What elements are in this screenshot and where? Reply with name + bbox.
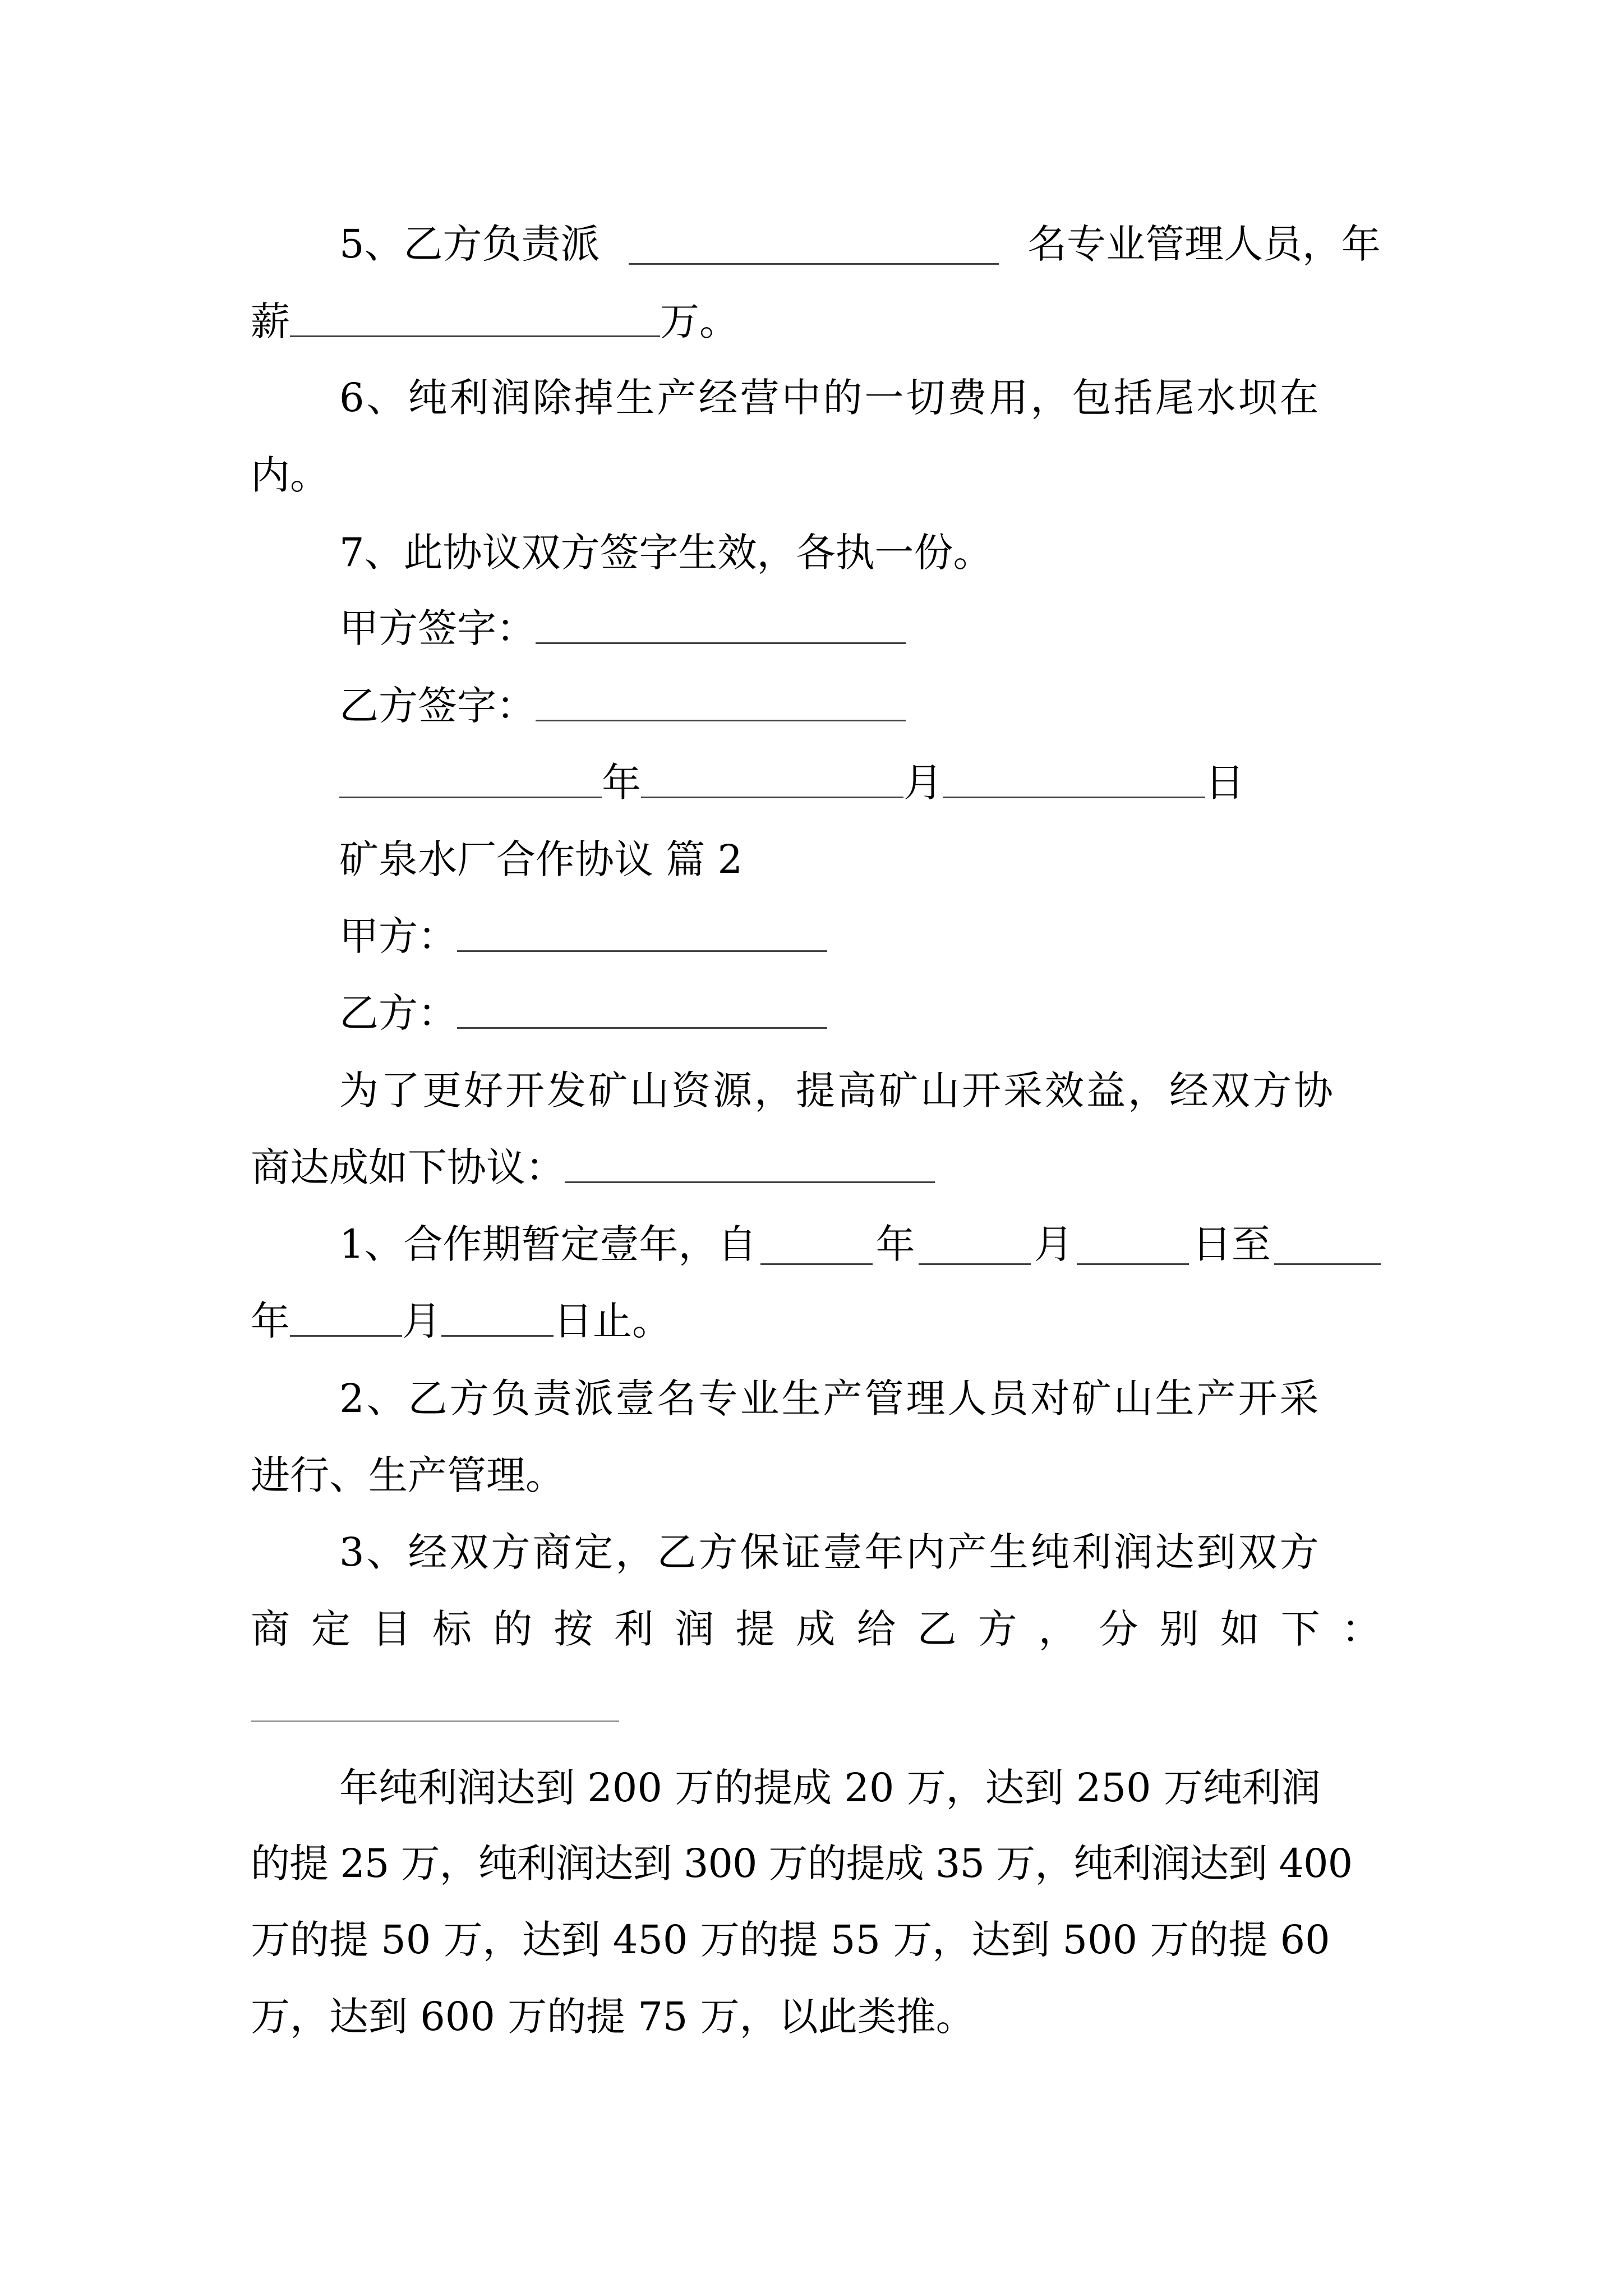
intro-blank[interactable] [565, 1142, 935, 1183]
start-month-blank[interactable] [919, 1224, 1031, 1265]
term1-text-e: 年 [251, 1298, 290, 1344]
party-b-sign-label: 乙方签字： [339, 683, 536, 729]
staff-count-blank[interactable] [629, 224, 999, 265]
section2-party-b-row [339, 977, 1381, 1050]
clause5-line1 [339, 208, 1381, 280]
date-row [339, 746, 1381, 819]
profit-text-3: 万的提 50 万，达到 450 万的提 55 万，达到 500 万的提 60 [251, 1917, 1330, 1963]
section2-party-a-blank[interactable] [457, 911, 827, 952]
profit-text-4: 万，达到 600 万的提 75 万，以此类推。 [251, 1994, 975, 2040]
profit-line3 [251, 1903, 1381, 1976]
day-blank[interactable] [943, 757, 1205, 798]
intro-line1 [339, 1054, 1381, 1127]
term1-text-f: 月 [402, 1298, 441, 1344]
party-b-sign-blank[interactable] [536, 680, 906, 721]
intro-text-2: 商达成如下协议： [251, 1144, 565, 1190]
profit-text-1: 年纯利润达到 200 万的提成 20 万，达到 250 万纯利润 [339, 1765, 1321, 1811]
profit-text-2: 的提 25 万，纯利润达到 300 万的提成 35 万，纯利润达到 400 [251, 1841, 1353, 1887]
end-year-blank[interactable] [1274, 1224, 1381, 1265]
term3-char: 目 [372, 1606, 412, 1652]
day-label: 日 [1205, 760, 1244, 806]
party-a-sign-row [339, 592, 1381, 665]
term3-char: 商 [251, 1606, 290, 1652]
section2-party-a-row [339, 900, 1381, 973]
term1-text-g: 日止。 [554, 1298, 671, 1344]
section2-title-row [339, 823, 1381, 896]
profit-line2 [251, 1827, 1381, 1900]
party-a-sign-label: 甲方签字： [339, 605, 536, 651]
term1-text-d: 日至 [1192, 1221, 1271, 1267]
term3-char: 如 [1220, 1606, 1260, 1652]
term3-text-1: 3、经双方商定，乙方保证壹年内产生纯利润达到双方 [339, 1529, 1321, 1575]
clause6-line2 [251, 439, 1381, 512]
intro-line2 [251, 1131, 1381, 1204]
term2-line1 [339, 1362, 1381, 1435]
salary-blank[interactable] [290, 296, 660, 337]
term3-char: 的 [493, 1606, 533, 1652]
term1-line1 [339, 1208, 1381, 1281]
profit-line1 [339, 1751, 1381, 1824]
term1-text-a: 1、合作期暂定壹年，自 [339, 1221, 757, 1267]
clause7-line [339, 516, 1381, 589]
term3-char: 别 [1159, 1606, 1199, 1652]
term3-char: ： [1341, 1606, 1381, 1652]
clause6-line1 [339, 361, 1381, 434]
party-b-sign-row [339, 669, 1381, 742]
term3-char: 定 [311, 1606, 351, 1652]
intro-text-1: 为了更好开发矿山资源，提高矿山开采效益，经双方协 [339, 1068, 1335, 1114]
month-blank[interactable] [641, 757, 903, 798]
term3-char: 润 [675, 1606, 714, 1652]
end-day-blank[interactable] [441, 1296, 554, 1337]
clause7-text: 7、此协议双方签字生效，各执一份。 [339, 530, 993, 576]
clause5-salary-unit: 万。 [660, 298, 739, 344]
term1-text-b: 年 [875, 1221, 915, 1267]
party-a-sign-blank[interactable] [536, 603, 906, 644]
term1-text-c: 月 [1034, 1221, 1073, 1267]
term3-char: 分 [1099, 1606, 1138, 1652]
clause5-text: 5、乙方负责派 [339, 221, 600, 267]
profit-line4 [251, 1980, 1381, 2053]
clause5-line2 [251, 285, 1381, 358]
term3-char: ， [1038, 1606, 1078, 1652]
term3-char: 标 [432, 1606, 472, 1652]
term3-char: 按 [554, 1606, 593, 1652]
term3-line2 [251, 1593, 1381, 1665]
term3-char: 成 [796, 1606, 836, 1652]
term3-char: 利 [614, 1606, 654, 1652]
section2-party-a-label: 甲方： [339, 913, 457, 959]
clause6-text-1: 6、纯利润除掉生产经营中的一切费用，包括尾水坝在 [339, 375, 1321, 421]
section2-party-b-label: 乙方： [339, 990, 457, 1036]
start-year-blank[interactable] [760, 1224, 873, 1265]
term3-char: 下 [1280, 1606, 1320, 1652]
end-month-blank[interactable] [290, 1296, 402, 1337]
term2-line2 [251, 1439, 1381, 1512]
term3-char: 方 [978, 1606, 1017, 1652]
clause6-text-2: 内。 [251, 452, 329, 498]
term1-line2 [251, 1285, 1381, 1358]
term3-line1 [339, 1516, 1381, 1589]
term3-char: 给 [856, 1606, 896, 1652]
term2-text-2: 进行、生产管理。 [251, 1452, 565, 1498]
month-label: 月 [903, 760, 943, 806]
clause5-mid: 名专业管理人员，年 [1027, 221, 1381, 267]
start-day-blank[interactable] [1077, 1224, 1189, 1265]
clause5-salary-label: 薪 [251, 298, 290, 344]
section2-party-b-blank[interactable] [457, 988, 827, 1029]
year-label: 年 [602, 760, 641, 806]
term3-char: 提 [735, 1606, 775, 1652]
year-blank[interactable] [339, 757, 602, 798]
term3-char: 乙 [917, 1606, 957, 1652]
term2-text-1: 2、乙方负责派壹名专业生产管理人员对矿山生产开采 [339, 1375, 1321, 1421]
term3-blank-line[interactable] [251, 1720, 619, 1722]
section2-title: 矿泉水厂合作协议 篇 2 [339, 836, 743, 882]
